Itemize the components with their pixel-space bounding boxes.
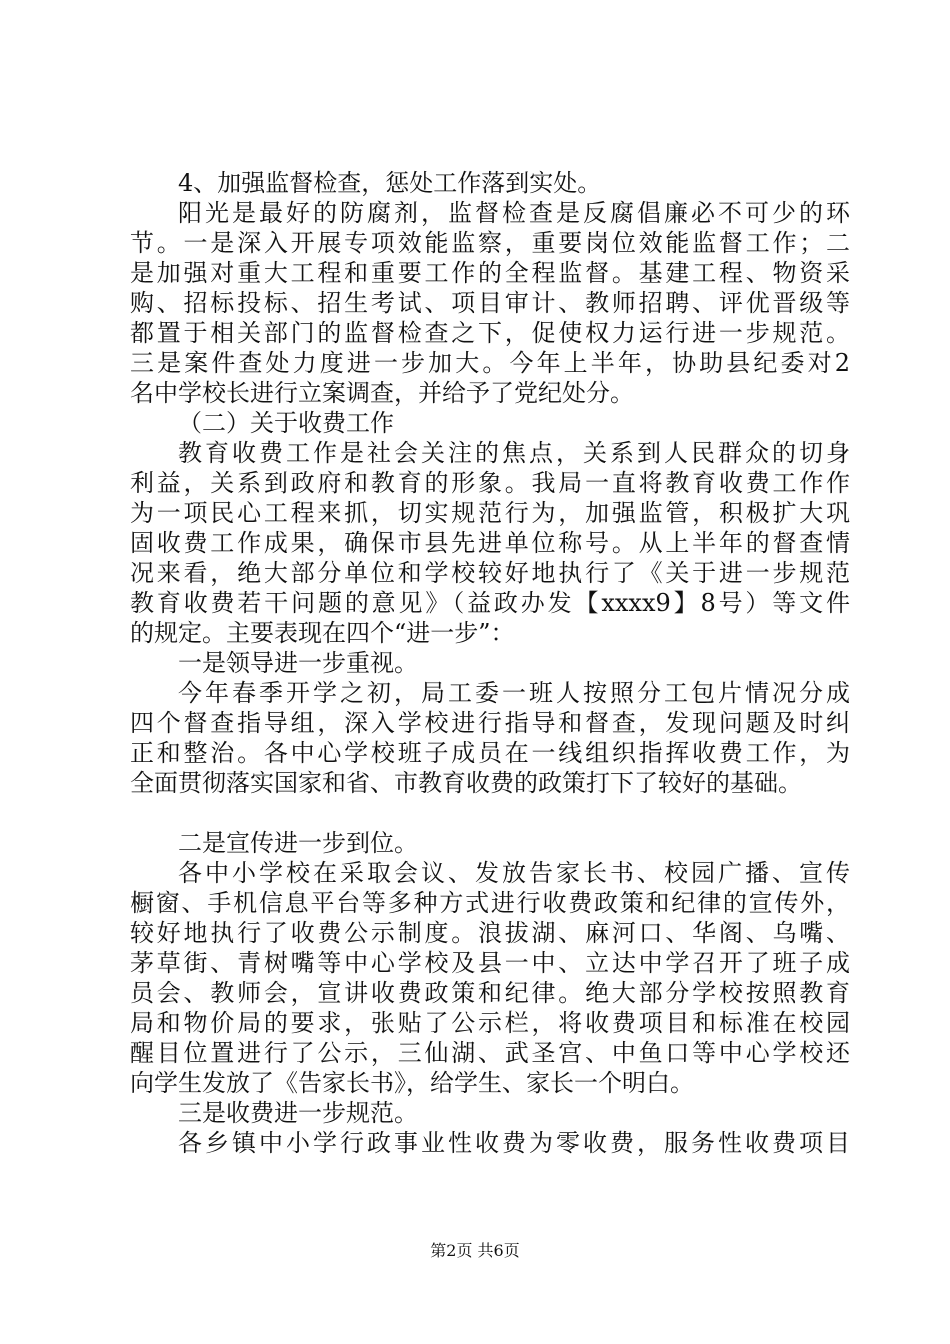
text-line: 名中学校长进行立案调查，并给予了党纪处分。 [130,379,634,407]
text-line: 一是领导进一步重视。 [178,649,418,677]
text-line: 三是收费进一步规范。 [178,1099,418,1127]
text-line: 今年春季开学之初，局工委一班人按照分工包片情况分成 [178,679,850,707]
page-footer: 第2页 共6页 [430,1241,520,1260]
text-line: 向学生发放了《告家长书》，给学生、家长一个明白。 [130,1069,694,1097]
text-line: 全面贯彻落实国家和省、市教育收费的政策打下了较好的基础。 [130,769,802,797]
text-line: 固收费工作成果，确保市县先进单位称号。从上半年的督查情 [130,529,850,557]
text-line: 都置于相关部门的监督检查之下，促使权力运行进一步规范。 [130,319,850,347]
text-line: 四个督查指导组，深入学校进行指导和督查，发现问题及时纠 [130,709,850,737]
text-line: 是加强对重大工程和重要工作的全程监督。基建工程、物资采 [130,259,850,287]
text-line: 橱窗、手机信息平台等多种方式进行收费政策和纪律的宣传外， [130,889,850,917]
text-line: 局和物价局的要求，张贴了公示栏，将收费项目和标准在校园 [130,1009,850,1037]
text-line: 教育收费若干问题的意见》（益政办发【xxxx9】8号）等文件 [130,589,850,617]
text-line: 教育收费工作是社会关注的焦点，关系到人民群众的切身 [178,439,850,467]
text-line: 购、招标投标、招生考试、项目审计、教师招聘、评优晋级等 [130,289,850,317]
text-line: 4、加强监督检查，惩处工作落到实处。 [178,169,602,197]
text-line: 阳光是最好的防腐剂，监督检查是反腐倡廉必不可少的环 [178,199,850,227]
blank-line [130,798,850,828]
text-line: 节。一是深入开展专项效能监察，重要岗位效能监督工作；二 [130,229,850,257]
text-line: 较好地执行了收费公示制度。浪拔湖、麻河口、华阁、乌嘴、 [130,919,850,947]
text-line: 茅草街、青树嘴等中心学校及县一中、立达中学召开了班子成 [130,949,850,977]
text-line: 二是宣传进一步到位。 [178,829,418,857]
text-line: 利益，关系到政府和教育的形象。我局一直将教育收费工作作 [130,469,850,497]
document-body [130,168,850,1158]
text-line: 各中小学校在采取会议、发放告家长书、校园广播、宣传 [178,859,850,887]
text-line: 正和整治。各中心学校班子成员在一线组织指挥收费工作，为 [130,739,850,767]
text-line: 的规定。主要表现在四个“进一步”： [130,619,515,647]
text-line: 员会、教师会，宣讲收费政策和纪律。绝大部分学校按照教育 [130,979,850,1007]
text-line: 醒目位置进行了公示，三仙湖、武圣宫、中鱼口等中心学校还 [130,1039,850,1067]
text-line: 三是案件查处力度进一步加大。今年上半年，协助县纪委对2 [130,349,850,377]
text-line: 各乡镇中小学行政事业性收费为零收费，服务性收费项目 [178,1129,850,1157]
text-line: 况来看，绝大部分单位和学校较好地执行了《关于进一步规范 [130,559,850,587]
text-line: （二）关于收费工作 [178,409,394,437]
text-line: 为一项民心工程来抓，切实规范行为，加强监管，积极扩大巩 [130,499,850,527]
